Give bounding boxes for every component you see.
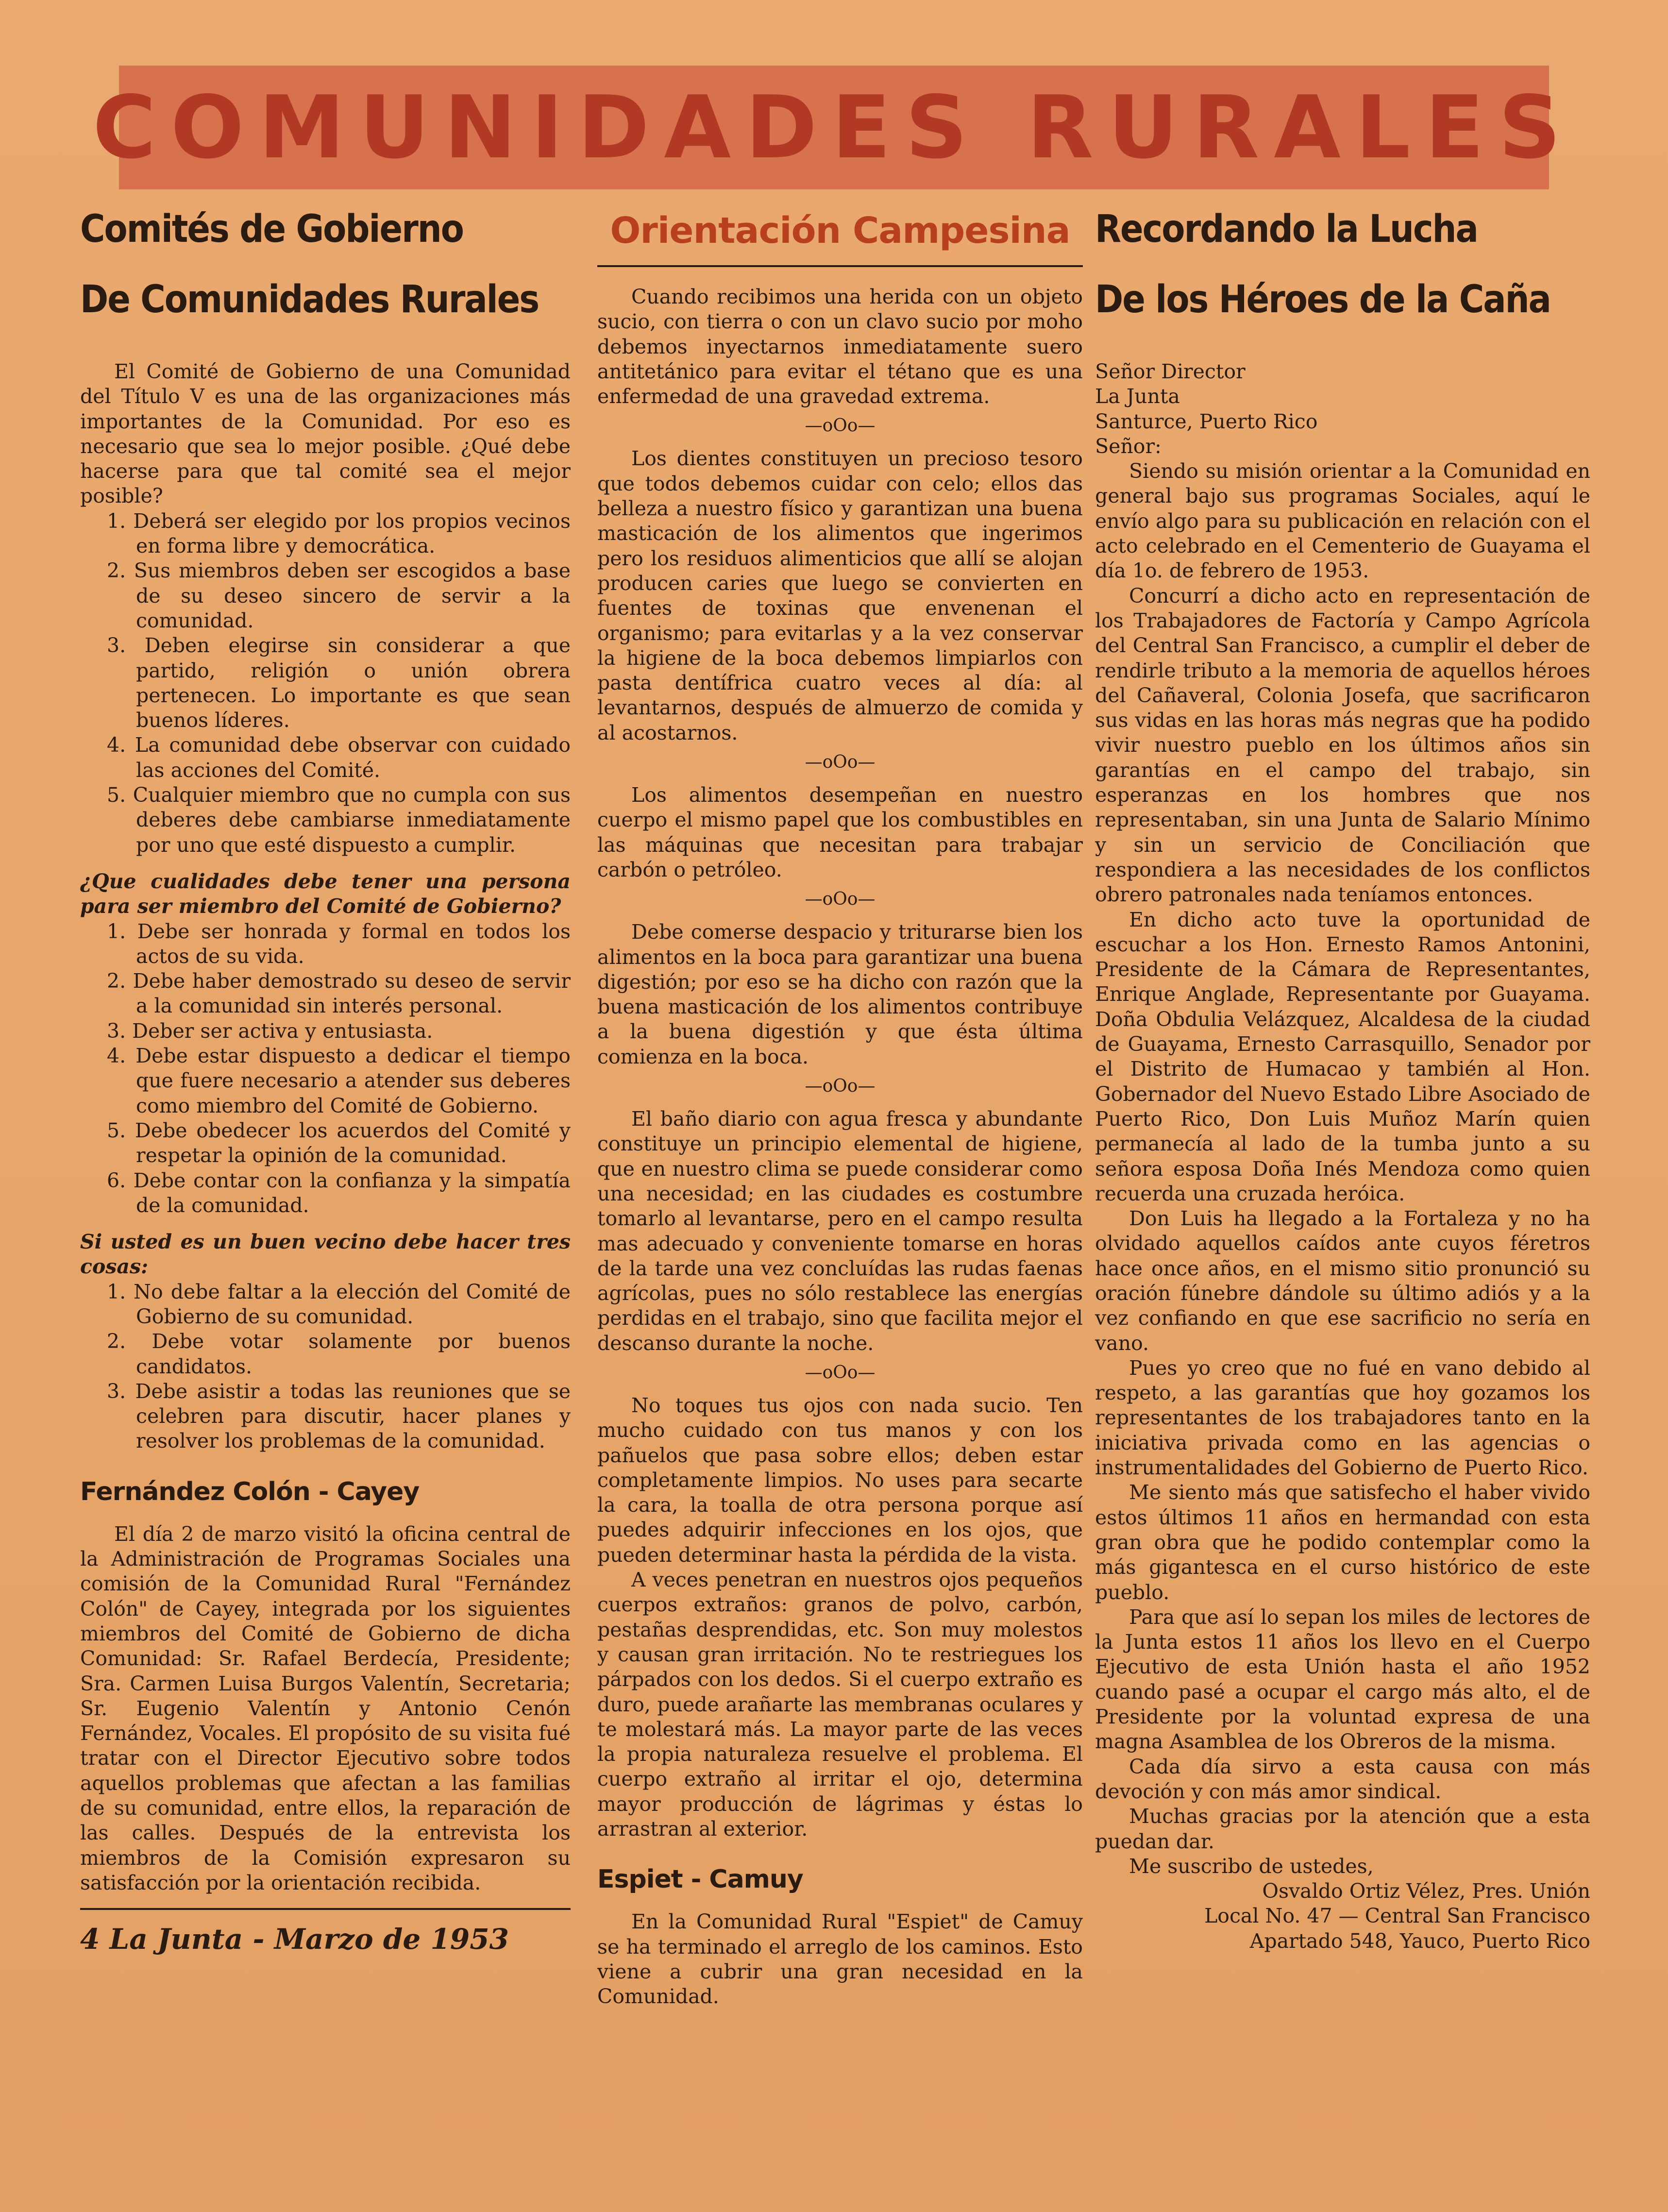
section-banner — [92, 66, 1576, 189]
list-item: 2. Sus miembros deben ser escogidos a base de su deseo sincero de servir a la comunidad. — [107, 559, 571, 632]
address-line: Señor Director — [1095, 360, 1246, 383]
separator: —oOo— — [805, 416, 876, 436]
list-item: 1. Deberá ser elegido por los propios vecinos en forma libre y democrática. — [107, 509, 571, 558]
separator: —oOo— — [805, 752, 876, 773]
paragraph: Los alimentos desempeñan en nuestro cuerpo el mismo papel que los combustibles en las máquinas que necesitan para trabajar carbón o petróleo. — [597, 783, 1083, 881]
address-line: Señor: — [1095, 434, 1162, 458]
paragraph: En dicho acto tuve la oportunidad de escuchar a los Hon. Ernesto Ramos Antonini, Presidente de la Cámara de Representantes, Enrique Anglade, Representante por Guayama. Doña Obdulia Velázquez, Alcaldesa de la ciudad de Guayama, Ernesto Carrasquillo, Senador por el Distrito de Humacao y también al Hon. Gobernador del Nuevo Estado Libre Asociado de Puerto Rico, Don Luis Muñoz Marín quien permanecía al lado de la tumba junto a su señora esposa Doña Inés Mendoza como quien recuerda una cruzada heróica. — [1095, 908, 1590, 1205]
subheading: Espiet - Camuy — [597, 1865, 803, 1894]
list-item: 2. Debe votar solamente por buenos candidatos. — [107, 1330, 571, 1378]
page-footer: 4 La Junta - Marzo de 1953 — [80, 1923, 509, 1956]
paragraph: Cuando recibimos una herida con un objeto sucio, con tierra o con un clavo sucio por moho debemos inyectarnos inmediatamente suero antitetánico para evitar el tétano que es una enfermedad de una gravedad extrema. — [597, 285, 1083, 408]
paragraph: Concurrí a dicho acto en representación de los Trabajadores de Factoría y Campo Agrícola del Central San Francisco, a cumplir el deber de rendirle tributo a la memoria de aquellos héroes del Cañaveral, Colonia Josefa, que sacrificaron sus vidas en las horas más negras que ha podido vivir nuestro pueblo en los últimos años sin garantías en el campo del trabajo, sin esperanzas en los hombres que nos representaban, sin una Junta de Salario Mínimo y sin un servicio de Conciliación que respondiera a las necesidades de los conflictos obrero patronales nada teníamos entonces. — [1095, 584, 1590, 907]
article-heading-line1: Comités de Gobierno — [80, 207, 463, 251]
list-item: 4. La comunidad debe observar con cuidado las acciones del Comité. — [107, 733, 571, 782]
address-line: La Junta — [1095, 385, 1180, 408]
article-heading-line2: De los Héroes de la Caña — [1095, 278, 1550, 321]
paragraph: Me siento más que satisfecho el haber vivido estos últimos 11 años en hermandad con esta gran obra que he podido contemplar como la más gigantesca en el curso histórico de este pueblo. — [1095, 1481, 1590, 1604]
paragraph: No toques tus ojos con nada sucio. Ten mucho cuidado con tus manos y con los pañuelos que pasa sobre ellos; deben estar completamente limpios. No uses para secarte la cara, la toalla de otra persona porque así puedes adquirir infecciones en los ojos, que pueden determinar hasta la pérdida de la vista. — [597, 1393, 1083, 1567]
paragraph: Pues yo creo que no fué en vano debido al respeto, a las garantías que hoy gozamos los representantes de los trabajadores tanto en la iniciativa privada como en las agencias o instrumentalidades del Gobierno de Puerto Rico. — [1095, 1356, 1590, 1480]
paragraph: En la Comunidad Rural "Espiet" de Camuy se ha terminado el arreglo de los caminos. Esto viene a cubrir una gran necesidad en la Comunidad. — [597, 1910, 1083, 2009]
separator: —oOo— — [805, 889, 876, 910]
paragraph: Debe comerse despacio y triturarse bien los alimentos en la boca para garantizar una buena digestión; por eso se ha dicho con razón que la buena masticación de los alimentos contribuye a la buena digestión y que ésta última comienza en la boca. — [597, 920, 1083, 1068]
footer-rule — [80, 1908, 571, 1910]
paragraph: Siendo su misión orientar a la Comunidad en general bajo sus programas Sociales, aquí le envío algo para su publicación en relación con el acto celebrado en el Cementerio de Guayama el día 1o. de febrero de 1953. — [1095, 459, 1590, 583]
separator: —oOo— — [805, 1076, 876, 1097]
column-left — [80, 194, 571, 1956]
list-item: 1. No debe faltar a la elección del Comité de Gobierno de su comunidad. — [107, 1280, 571, 1328]
column-center — [597, 194, 1083, 2009]
letter-address — [1095, 359, 1590, 459]
list-item: 6. Debe contar con la confianza y la simpatía de la comunidad. — [107, 1168, 571, 1217]
list-item: 5. Debe obedecer los acuerdos del Comité y respetar la opinión de la comunidad. — [107, 1118, 571, 1167]
paragraph: Muchas gracias por la atención que a esta puedan dar. — [1095, 1805, 1590, 1853]
article-heading-line2: De Comunidades Rurales — [80, 278, 539, 321]
paragraph: Para que así lo sepan los miles de lectores de la Junta estos 11 años los llevo en el Cuerpo Ejecutivo de esta Unión hasta el año 1952 cuando pasé a ocupar el cargo más alto, el de Presidente por la voluntad expresa de una magna Asamblea de los Obreros de la misma. — [1095, 1605, 1590, 1754]
question-heading: ¿Que cualidades debe tener una persona para ser miembro del Comité de Gobierno? — [80, 869, 571, 918]
list-item: 4. Debe estar dispuesto a dedicar el tiempo que fuere necesario a atender sus deberes como miembro del Comité de Gobierno. — [107, 1044, 571, 1117]
article-heading-line1: Recordando la Lucha — [1095, 207, 1478, 251]
paragraph: Los dientes constituyen un precioso tesoro que todos debemos cuidar con celo; ellos das belleza a nuestro físico y garantizan una buena masticación de los alimentos que ingerimos pero los residuos alimenticios que allí se alojan producen caries que luego se convierten en fuentes de toxinas que envenenan el organismo; para evitarlas y a la vez conservar la higiene de la boca debemos limpiarlos con pasta dentífrica cuatro veces al día: al levantarnos, después de almuerzo de comida y al acostarnos. — [597, 447, 1083, 744]
paragraph: Don Luis ha llegado a la Fortaleza y no ha olvidado aquellos caídos ante cuyos féretros hace once años, en el mismo sitio pronunció su oración fúnebre dándole su último adiós y a la vez confiando en que ese sacrificio no sería en vano. — [1095, 1207, 1590, 1355]
article-body: El día 2 de marzo visitó la oficina central de la Administración de Programas Sociales una comisión de la Comunidad Rural "Fernández Colón" de Cayey, integrada por los siguientes miembros del Comité de Gobierno de dicha Comunidad: Sr. Rafael Berdecía, Presidente; Sra. Carmen Luisa Burgos Valentín, Secretaria; Sr. Eugenio Valentín y Antonio Cenón Fernández, Vocales. El propósito de su visita fué tratar con el Director Ejecutivo sobre todos aquellos problemas que afectan a las familias de su comunidad, entre ellos, la reparación de las calles. Después de la entrevista los miembros de la Comisión expresaron su satisfacción por la orientación recibida. — [80, 1522, 571, 1894]
signature-line: Apartado 548, Yauco, Puerto Rico — [1249, 1929, 1590, 1953]
list-item: 3. Debe asistir a todas las reuniones que se celebren para discutir, hacer planes y resolver los problemas de la comunidad. — [107, 1379, 571, 1453]
column-right — [1095, 194, 1590, 1954]
paragraph: Cada día sirvo a esta causa con más devoción y con más amor sindical. — [1095, 1755, 1590, 1803]
list-item: 1. Debe ser honrada y formal en todos los actos de su vida. — [107, 919, 571, 968]
article-intro: El Comité de Gobierno de una Comunidad del Título V es una de las organizaciones más importantes de la Comunidad. Por eso es necesario que sea lo mejor posible. ¿Qué debe hacerse para que tal comité sea el mejor posible? — [80, 360, 571, 508]
question-heading: Si usted es un buen vecino debe hacer tres cosas: — [80, 1230, 571, 1279]
list-item: 3. Deber ser activa y entusiasta. — [107, 1019, 433, 1043]
list-item: 5. Cualquier miembro que no cumpla con sus deberes debe cambiarse inmediatamente por uno que esté dispuesto a cumplir. — [107, 783, 571, 857]
signature-line: Osvaldo Ortiz Vélez, Pres. Unión — [1262, 1879, 1590, 1903]
address-line: Santurce, Puerto Rico — [1095, 409, 1318, 433]
signature-line: Local No. 47 — Central San Francisco — [1204, 1904, 1590, 1928]
paragraph: Me suscribo de ustedes, — [1129, 1854, 1374, 1878]
separator: —oOo— — [805, 1362, 876, 1383]
banner-title: COMUNIDADES RURALES — [92, 77, 1576, 178]
section-heading: Orientación Campesina — [597, 194, 1083, 267]
subheading: Fernández Colón - Cayey — [80, 1477, 420, 1506]
paragraph: El baño diario con agua fresca y abundante constituye un principio elemental de higiene, que en nuestro clima se puede considerar como una necesidad; en las ciudades es costumbre tomarlo al levantarse, pero en el campo resulta mas adecuado y conveniente tomarse en horas de la tarde una vez concluídas las rudas faenas agrícolas, pues no sólo restablece las energías perdidas en el trabajo, sino que facilita mejor el descanso durante la noche. — [597, 1107, 1083, 1355]
list-item: 3. Deben elegirse sin considerar a que partido, religión o unión obrera pertenecen. Lo importante es que sean buenos líderes. — [107, 634, 571, 732]
list-item: 2. Debe haber demostrado su deseo de servir a la comunidad sin interés personal. — [107, 969, 571, 1018]
paragraph: A veces penetran en nuestros ojos pequeños cuerpos extraños: granos de polvo, carbón, pestañas desprendidas, etc. Son muy molestos y causan gran irritación. No te restriegues los párpados con los dedos. Si el cuerpo extraño es duro, puede arañarte las membranas oculares y te molestará más. La mayor parte de las veces la propia naturaleza resuelve el problema. El cuerpo extraño al irritar el ojo, determina mayor producción de lágrimas y éstas lo arrastran al exterior. — [597, 1568, 1083, 1841]
